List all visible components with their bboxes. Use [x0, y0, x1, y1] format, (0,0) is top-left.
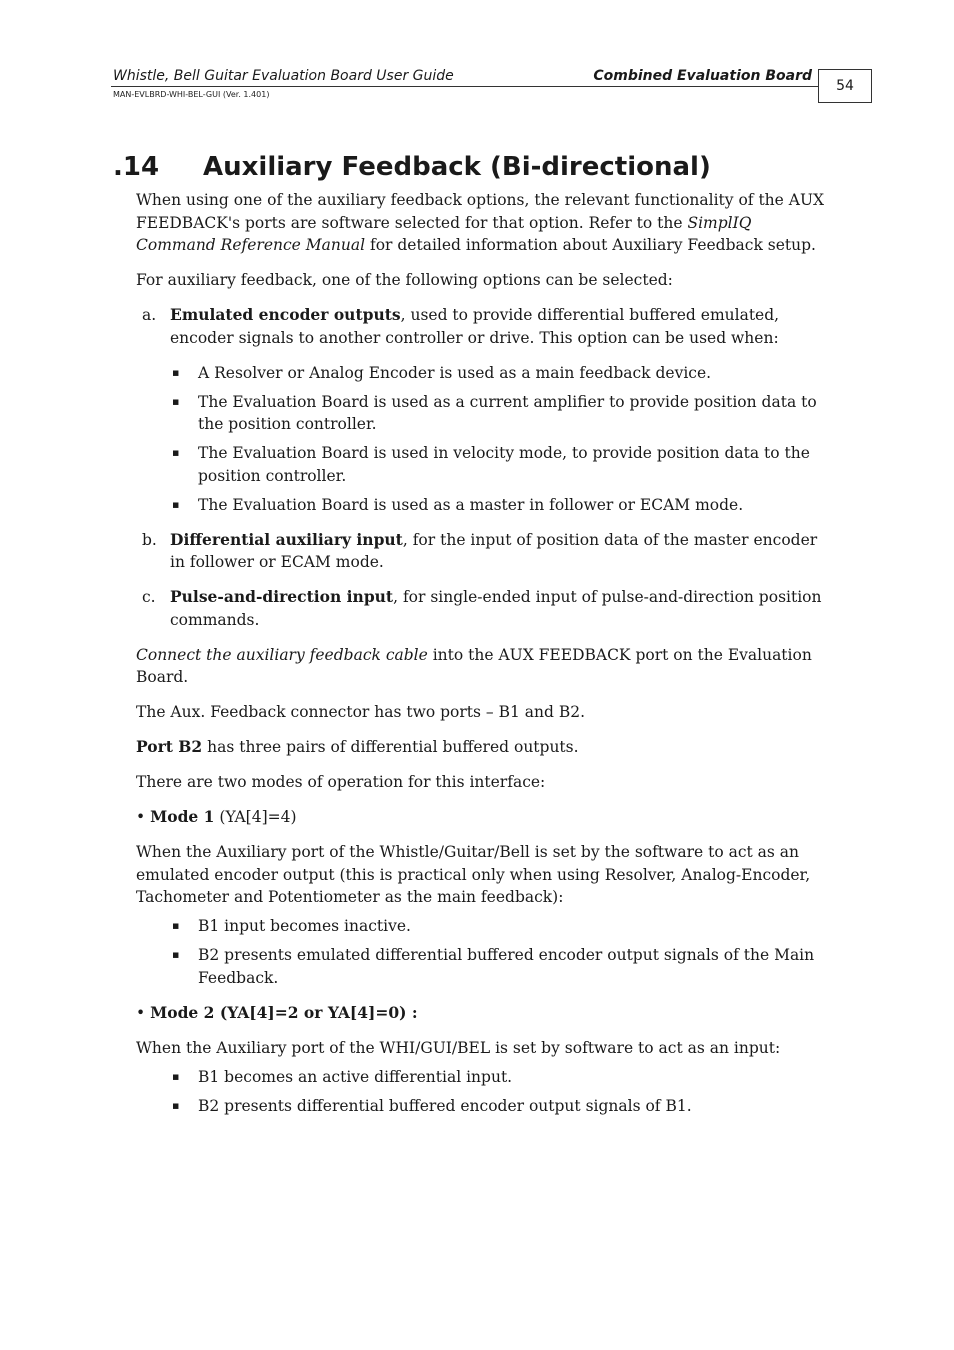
port-b2-label: Port B2	[136, 737, 203, 756]
options-intro: For auxiliary feedback, one of the following options can be selected:	[136, 271, 673, 289]
section-number: .14	[113, 152, 160, 183]
option-a-bullet: ▪ The Evaluation Board is used as a master in follower or ECAM mode.	[136, 494, 826, 517]
option-c: c. Pulse-and-direction input, for single-ended input of pulse-and-direction position commands.	[142, 587, 822, 629]
mode-1-item: ▪ B2 presents emulated differential buffered encoder output signals of the Main Feedback.	[172, 946, 815, 987]
square-bullet-icon: ▪	[172, 446, 180, 459]
square-bullet-icon: ▪	[172, 497, 180, 511]
square-bullet-icon: ▪	[172, 394, 180, 408]
square-bullet-icon: ▪	[172, 1069, 180, 1083]
list-marker: c.	[142, 588, 156, 606]
header-section-name: Combined Evaluation Board	[593, 68, 812, 84]
option-a-bullet: ▪ The Evaluation Board is used in velocity mode, to provide position data to the position controller.	[172, 444, 810, 485]
section-body	[136, 189, 826, 1130]
manual-reference: SimplIQ Command Reference Manual	[136, 213, 752, 254]
mode-1-label: Mode 1	[150, 807, 215, 826]
connect-paragraph: Connect the auxiliary feedback cable into the AUX FEEDBACK port on the Evaluation Board.	[136, 645, 812, 686]
list-marker: b.	[142, 530, 157, 549]
square-bullet-icon: ▪	[172, 365, 180, 379]
option-a-bullet: ▪ The Evaluation Board is used as a current amplifier to provide position data to the position controller.	[172, 392, 817, 433]
option-a-title: Emulated encoder outputs	[170, 305, 401, 324]
document-id: MAN-EVLBRD-WHI-BEL-GUI (Ver. 1.401)	[113, 90, 270, 99]
page-number: 54	[818, 69, 872, 103]
mode-2-item: ▪ B1 becomes an active differential input.	[136, 1066, 826, 1089]
mode-1-description: When the Auxiliary port of the Whistle/Guitar/Bell is set by the software to act as an emulated encoder output (this is practical only when using Resolver, Analog-Encoder, Tachometer and Potentiometer as the main feedback):	[136, 843, 811, 906]
list-marker: a.	[142, 306, 157, 324]
section-heading	[113, 152, 711, 182]
cable-instruction: Connect the auxiliary feedback cable	[136, 645, 428, 664]
square-bullet-icon: ▪	[172, 1098, 180, 1112]
header-divider	[111, 86, 818, 87]
mode-2-item: ▪ B2 presents differential buffered encoder output signals of B1.	[136, 1095, 826, 1118]
square-bullet-icon: ▪	[172, 919, 180, 932]
mode-2-heading: • Mode 2 (YA[4]=2 or YA[4]=0) :	[136, 1002, 418, 1022]
port-b2-paragraph: Port B2 has three pairs of differential buffered outputs.	[136, 737, 579, 756]
intro-paragraph: When using one of the auxiliary feedback options, the relevant functionality of the AUX FEEDBACK's ports are software selected for that option. Refer to the SimplIQ Command Reference Manual for detailed information about Auxiliary Feedback setup.	[136, 191, 825, 254]
option-a-bullet: ▪ A Resolver or Analog Encoder is used as a main feedback device.	[136, 362, 826, 385]
option-a: a. Emulated encoder outputs, used to provide differential buffered emulated, encoder signals to another controller or drive. This option can be used when:	[142, 305, 780, 347]
mode-1-item: ▪ B1 input becomes inactive.	[136, 915, 826, 938]
document-title: Whistle, Bell Guitar Evaluation Board User Guide	[113, 68, 454, 84]
modes-intro: There are two modes of operation for this interface:	[136, 773, 546, 791]
mode-2-description: When the Auxiliary port of the WHI/GUI/BEL is set by software to act as an input:	[136, 1038, 781, 1057]
option-c-title: Pulse-and-direction input	[170, 587, 394, 606]
square-bullet-icon: ▪	[172, 948, 180, 961]
mode-1-heading: • Mode 1 (YA[4]=4)	[136, 807, 297, 826]
option-b: b. Differential auxiliary input, for the input of position data of the master encoder in follower or ECAM mode.	[142, 529, 818, 571]
option-b-title: Differential auxiliary input	[170, 529, 403, 549]
mode-2-label: Mode 2 (YA[4]=2 or YA[4]=0) :	[150, 1002, 418, 1022]
section-title: Auxiliary Feedback (Bi-directional)	[203, 152, 711, 183]
ports-paragraph: The Aux. Feedback connector has two ports – B1 and B2.	[136, 703, 586, 721]
